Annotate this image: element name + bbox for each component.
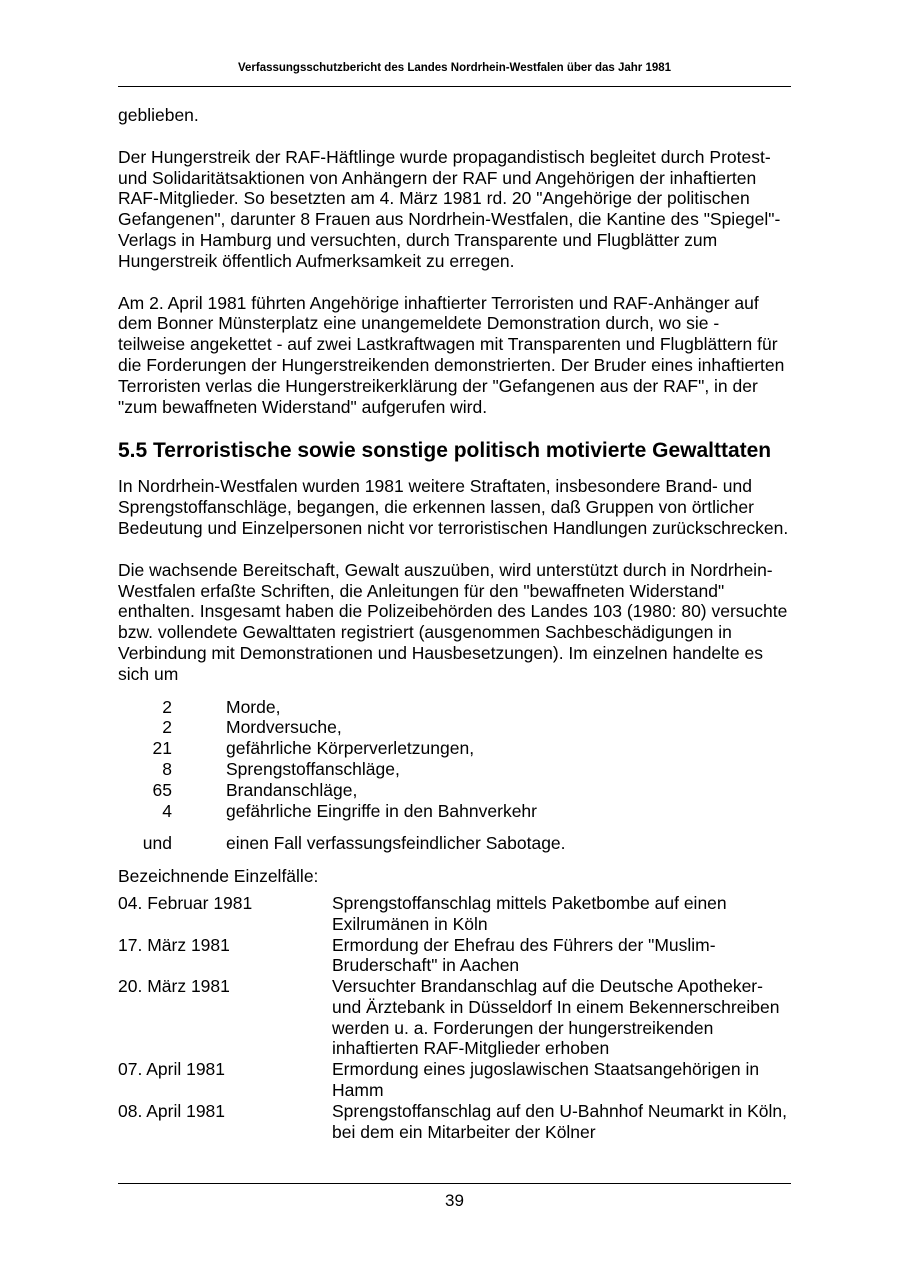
list-item [118, 833, 791, 854]
cases-list [118, 893, 791, 1143]
count-number: 65 [152, 779, 172, 800]
count-label: Mordversuche, [226, 717, 342, 738]
count-label: gefährliche Körperverletzungen, [226, 738, 475, 759]
case-date: 20. März 1981 [118, 976, 230, 997]
count-label: Morde, [226, 696, 281, 717]
paragraph: geblieben. [118, 105, 199, 125]
count-number: 8 [162, 758, 172, 779]
list-item [118, 780, 791, 801]
count-number: 4 [162, 800, 172, 821]
case-row [118, 935, 791, 977]
cases-heading: Bezeichnende Einzelfälle: [118, 866, 319, 887]
case-row [118, 893, 791, 935]
paragraph: Der Hungerstreik der RAF-Häftlinge wurde propagandistisch begleitet durch Protest- und Solidaritätsaktionen von Anhängern der RAF und Angehörigen der inhaftierten RAF-Mitglieder. So besetzten am 4. März 1981 rd. 20 "Angehörige der politischen Gefangenen", darunter 8 Frauen aus Nordrhein-Westfalen, die Kantine des "Spiegel"-Verlags in Hamburg und versuchten, durch Transparente und Flugblätter zum Hungerstreik öffentlich Aufmerksamkeit zu erregen. [118, 146, 781, 271]
page-number: 39 [445, 1191, 464, 1210]
section-heading: 5.5 Terroristische sowie sonstige politisch motivierte Gewalttaten [118, 439, 772, 463]
paragraph: Die wachsende Bereitschaft, Gewalt auszuüben, wird unterstützt durch in Nordrhein-Westfalen erfaßte Schriften, die Anleitungen für den "bewaffneten Widerstand" enthalten. Insgesamt haben die Polizeibehörden des Landes 103 (1980: 80) versuchte bzw. vollendete Gewalttaten registriert (ausgenommen Sachbeschädigungen in Verbindung mit Demonstrationen und Hausbesetzungen). Im einzelnen handelte es sich um [118, 559, 788, 684]
page-header: Verfassungsschutzbericht des Landes Nordrhein-Westfalen über das Jahr 1981 [237, 62, 672, 74]
case-description: Ermordung der Ehefrau des Führers der "Muslim-Bruderschaft" in Aachen [332, 934, 716, 976]
paragraph: Am 2. April 1981 führten Angehörige inhaftierter Terroristen und RAF-Anhänger auf dem Bonner Münsterplatz eine unangemeldete Demonstration durch, wo sie - teilweise angekettet - auf zwei Lastkraftwagen mit Transparenten und Flugblättern für die Forderungen der Hungerstreikenden demonstrierten. Der Bruder eines inhaftierten Terroristen verlas die Hungerstreikerklärung der "Gefangenen aus der RAF", in der "zum bewaffneten Widerstand" aufgerufen wird. [118, 292, 785, 417]
case-row [118, 1101, 791, 1143]
list-item [118, 738, 791, 759]
case-description: Sprengstoffanschlag auf den U-Bahnhof Neumarkt in Köln, bei dem ein Mitarbeiter der Kölner [332, 1100, 787, 1142]
case-row [118, 1059, 791, 1101]
paragraph: In Nordrhein-Westfalen wurden 1981 weitere Straftaten, insbesondere Brand- und Sprengstoffanschläge, begangen, die erkennen lassen, daß Gruppen von örtlicher Bedeutung und Einzelpersonen nicht vor terroristischen Handlungen zurückschrecken. [118, 476, 789, 538]
count-number: 21 [152, 738, 172, 759]
count-label: Sprengstoffanschläge, [226, 758, 400, 779]
case-row [118, 976, 791, 1059]
count-label: einen Fall verfassungsfeindlicher Sabotage. [226, 833, 566, 854]
page-body [118, 105, 791, 1142]
case-description: Versuchter Brandanschlag auf die Deutsche Apotheker- und Ärztebank in Düsseldorf In einem Bekennerschreiben werden u. a. Forderungen der hungerstreikenden inhaftierten RAF-Mitglieder erhoben [332, 976, 780, 1059]
case-description: Sprengstoffanschlag mittels Paketbombe auf einen Exilrumänen in Köln [332, 892, 727, 934]
case-date: 17. März 1981 [118, 934, 230, 955]
case-date: 04. Februar 1981 [118, 892, 253, 913]
list-item [118, 717, 791, 738]
count-label: gefährliche Eingriffe in den Bahnverkehr [226, 800, 537, 821]
offense-count-list [118, 697, 791, 822]
conjunction-word: und [142, 833, 172, 854]
header-rule [118, 86, 791, 87]
list-item [118, 697, 791, 718]
list-item [118, 801, 791, 822]
case-description: Ermordung eines jugoslawischen Staatsangehörigen in Hamm [332, 1059, 760, 1101]
case-date: 07. April 1981 [118, 1059, 226, 1080]
footer-rule [118, 1183, 791, 1184]
case-date: 08. April 1981 [118, 1100, 226, 1121]
list-item [118, 759, 791, 780]
count-label: Brandanschläge, [226, 779, 358, 800]
count-number: 2 [162, 696, 172, 717]
count-number: 2 [162, 717, 172, 738]
